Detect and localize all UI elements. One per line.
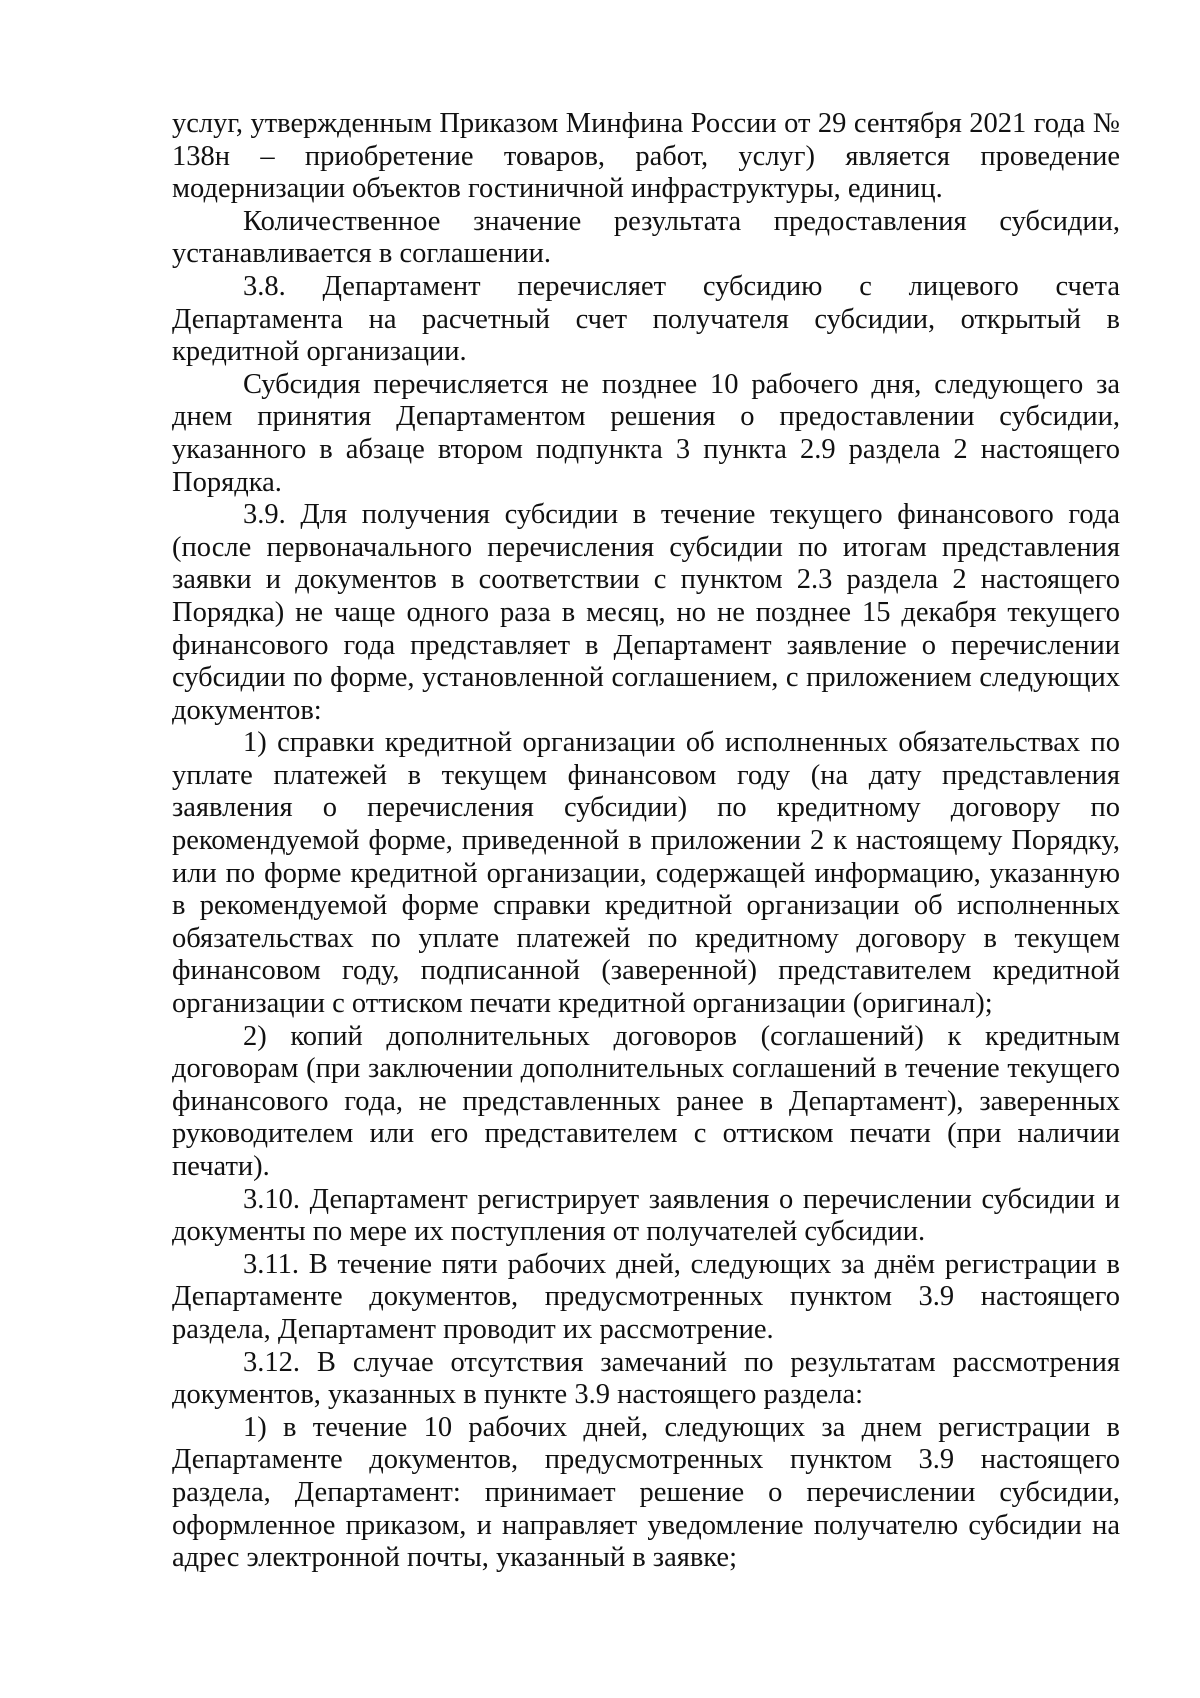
paragraph-3-12-item-1: 1) в течение 10 рабочих дней, следующих за днем регистрации в Департаменте документов, предусмотренных пунктом 3.9 настоящего раздела, Департамент: принимает решение о перечислении субсидии, оформленное приказом, и направляет уведомление получателю субсидии на адрес электронной почты, указанный в заявке; [172, 1411, 1120, 1574]
paragraph-item-1-certificates: 1) справки кредитной организации об исполненных обязательствах по уплате платежей в текущем финансовом году (на дату представления заявления о перечисления субсидии) по кредитному договору по рекомендуемой форме, приведенной в приложении 2 к настоящему Порядку, или по форме кредитной организации, содержащей информацию, указанную в рекомендуемой форме справки кредитной организации об исполненных обязательствах по уплате платежей по кредитному договору в текущем финансовом году, подписанной (заверенной) представителем кредитной организации с оттиском печати кредитной организации (оригинал); [172, 727, 1120, 1020]
paragraph-item-2-copies: 2) копий дополнительных договоров (соглашений) к кредитным договорам (при заключении дополнительных соглашений в течение текущего финансового года, не представленных ранее в Департамент), заверенных руководителем или его представителем с оттиском печати (при наличии печати). [172, 1020, 1120, 1182]
paragraph-3-10: 3.10. Департамент регистрирует заявления о перечислении субсидии и документы по мере их поступления от получателей субсидии. [172, 1183, 1120, 1248]
paragraph-3-11: 3.11. В течение пяти рабочих дней, следующих за днём регистрации в Департаменте документов, предусмотренных пунктом 3.9 настоящего раздела, Департамент проводит их рассмотрение. [172, 1248, 1120, 1345]
paragraph-3-8: 3.8. Департамент перечисляет субсидию с лицевого счета Департамента на расчетный счет получателя субсидии, открытый в кредитной организации. [172, 270, 1120, 368]
paragraph-3-9: 3.9. Для получения субсидии в течение текущего финансового года (после первоначального перечисления субсидии по итогам представления заявки и документов в соответствии с пунктом 2.3 раздела 2 настоящего Порядка) не чаще одного раза в месяц, но не позднее 15 декабря текущего финансового года представляет в Департамент заявление о перечислении субсидии по форме, установленной соглашением, с приложением следующих документов: [172, 499, 1120, 726]
paragraph-3-12: 3.12. В случае отсутствия замечаний по результатам рассмотрения документов, указанных в пункте 3.9 настоящего раздела: [172, 1346, 1120, 1411]
paragraph-result-value: Количественное значение результата предоставления субсидии, устанавливается в соглашении. [172, 205, 1120, 270]
paragraph-transfer-deadline: Субсидия перечисляется не позднее 10 рабочего дня, следующего за днем принятия Департаментом решения о предоставлении субсидии, указанного в абзаце втором подпункта 3 пункта 2.9 раздела 2 настоящего Порядка. [172, 368, 1120, 498]
paragraph-intro: услуг, утвержденным Приказом Минфина России от 29 сентября 2021 года № 138н – приобретение товаров, работ, услуг) является проведение модернизации объектов гостиничной инфраструктуры, единиц. [172, 108, 1120, 205]
document-page [172, 108, 1120, 1575]
